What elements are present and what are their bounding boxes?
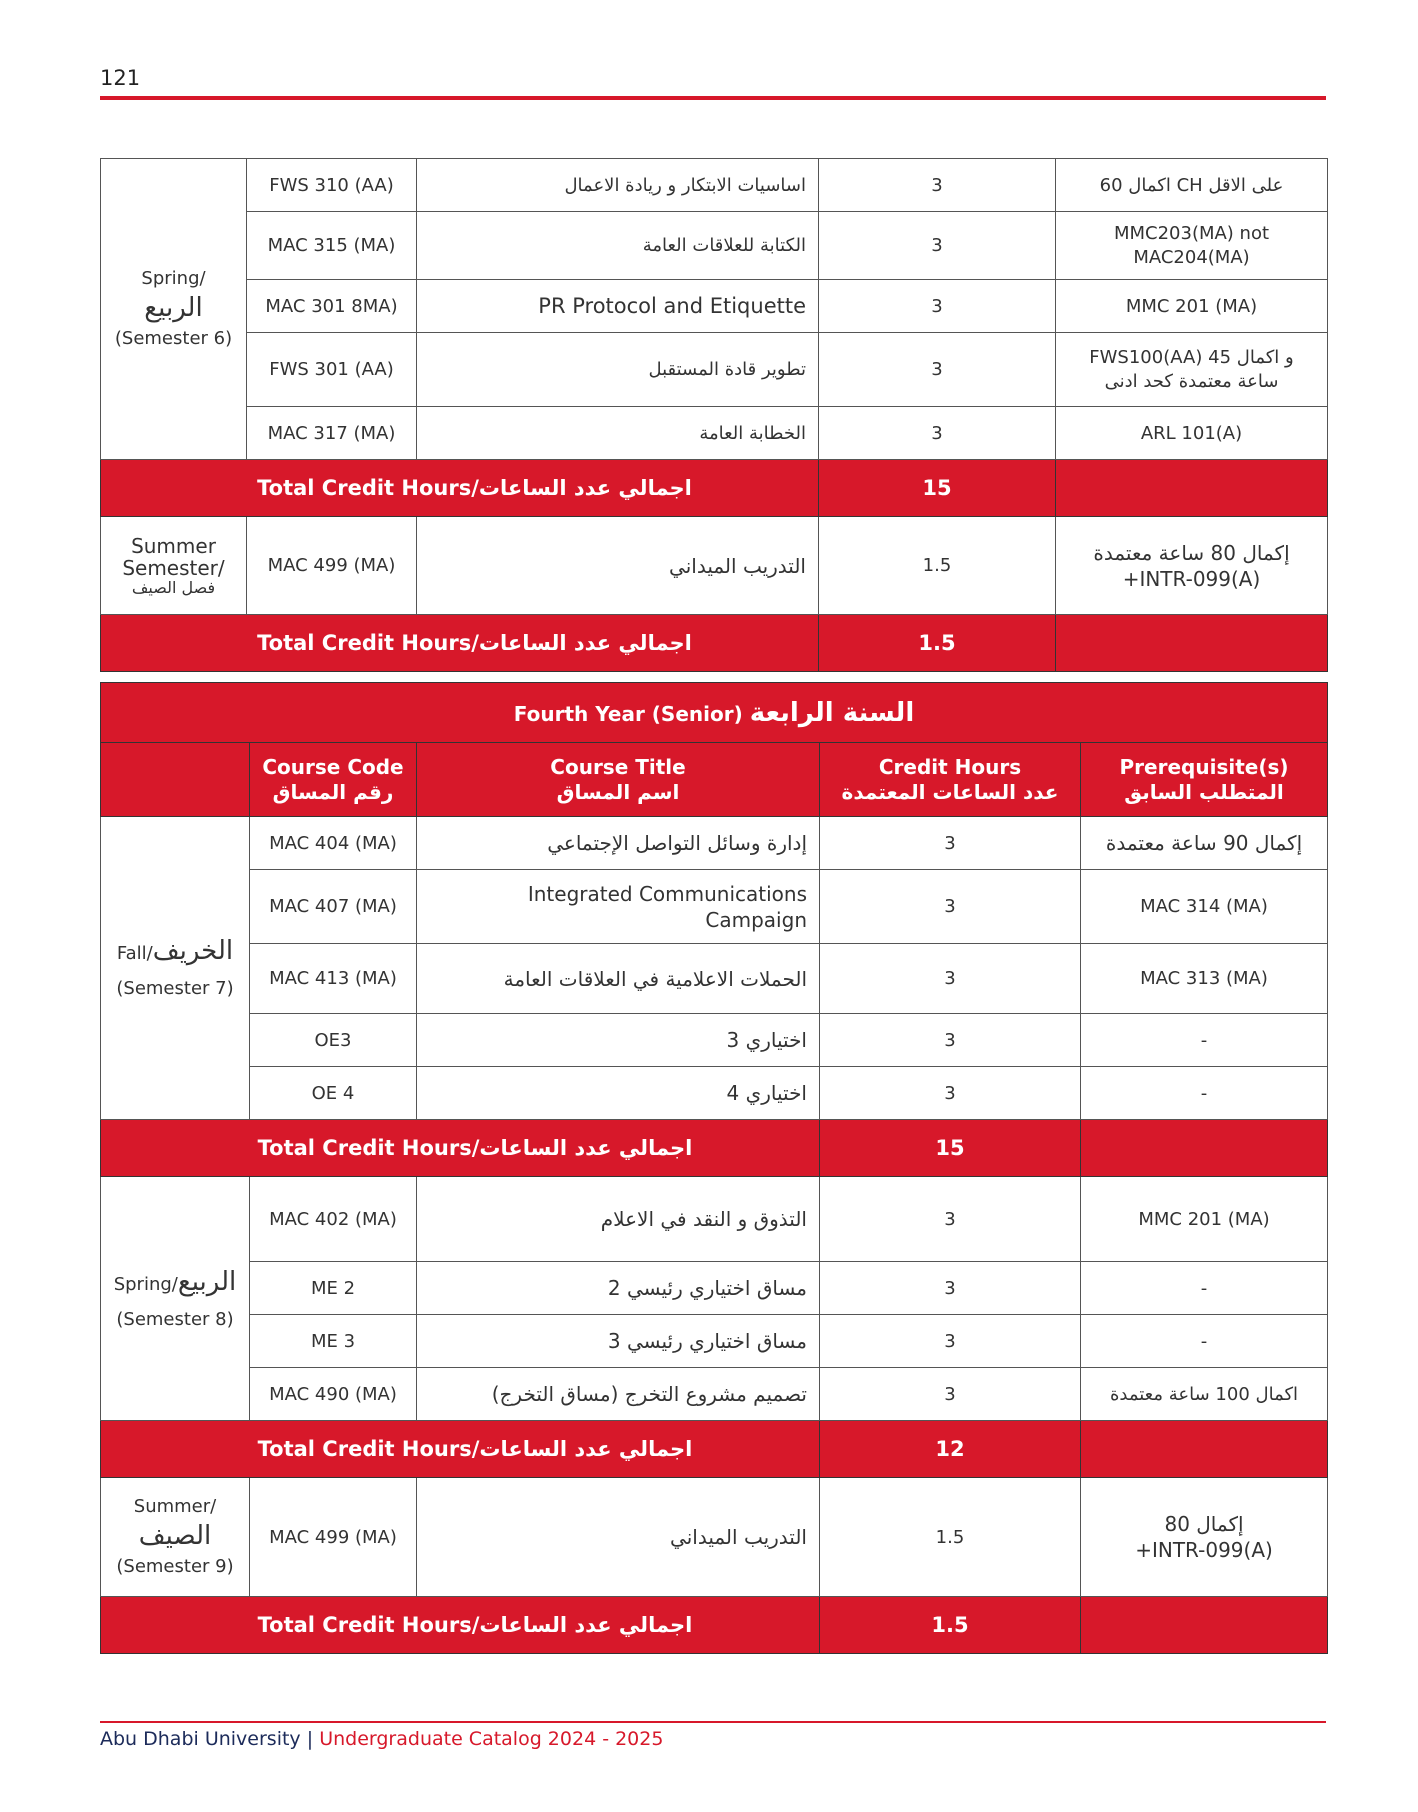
prerequisite: إكمال 90 ساعة معتمدة xyxy=(1081,817,1328,870)
credit-hours: 1.5 xyxy=(820,1478,1081,1597)
credit-hours: 3 xyxy=(820,1262,1081,1315)
prerequisite-line: ساعة معتمدة كحد ادنى xyxy=(1104,370,1279,392)
footer-rule xyxy=(100,1721,1326,1723)
semester-label-en: Fall/ xyxy=(116,943,153,965)
semester-label-ar: الربيع xyxy=(177,1266,237,1297)
prerequisite: - xyxy=(1081,1014,1328,1067)
prerequisite: اكمال 100 ساعة معتمدة xyxy=(1081,1368,1328,1421)
header-label-en: Credit Hours xyxy=(878,754,1022,779)
header-label-en: Course Code xyxy=(262,754,404,779)
prerequisite: على الاقل CH اكمال 60 xyxy=(1056,159,1328,212)
semester-cell-summer xyxy=(101,517,247,615)
total-row xyxy=(101,1597,1328,1654)
prerequisite: - xyxy=(1081,1315,1328,1368)
course-title-line: Integrated Communications xyxy=(527,881,807,906)
footer-university: Abu Dhabi University xyxy=(100,1728,301,1750)
table-row xyxy=(101,817,1328,870)
credit-hours: 3 xyxy=(819,212,1056,280)
table-row xyxy=(101,1067,1328,1120)
course-code: MAC 499 (MA) xyxy=(250,1478,417,1597)
header-label-ar: المتطلب السابق xyxy=(1124,779,1284,804)
prerequisite: - xyxy=(1081,1067,1328,1120)
header-label-en: Course Title xyxy=(550,754,686,779)
semester-number: (Semester 8) xyxy=(116,1308,234,1330)
table-row xyxy=(101,1262,1328,1315)
course-title: مساق اختياري رئيسي 2 xyxy=(417,1262,820,1315)
column-header-row xyxy=(101,743,1328,817)
total-row xyxy=(101,1120,1328,1177)
semester-label-en: Spring/ xyxy=(113,1273,178,1295)
total-label: Total Credit Hours/اجمالي عدد الساعات xyxy=(101,1120,820,1177)
course-code: FWS 301 (AA) xyxy=(247,333,417,407)
semester-cell-spring-8 xyxy=(101,1177,250,1421)
header-semester xyxy=(101,743,250,817)
course-code: OE 4 xyxy=(250,1067,417,1120)
prerequisite-line: MAC204(MA) xyxy=(1133,246,1250,268)
table-row xyxy=(101,1177,1328,1262)
total-row xyxy=(101,615,1328,672)
course-code: MAC 407 (MA) xyxy=(250,870,417,944)
table-row xyxy=(101,1315,1328,1368)
third-year-table xyxy=(100,158,1328,672)
total-label: Total Credit Hours/اجمالي عدد الساعات xyxy=(101,1421,820,1478)
prerequisite-line: +INTR-099(A) xyxy=(1135,1538,1273,1562)
prerequisite: ARL 101(A) xyxy=(1056,407,1328,460)
course-title: اساسيات الابتكار و ريادة الاعمال xyxy=(417,159,819,212)
footer-catalog: Undergraduate Catalog 2024 - 2025 xyxy=(319,1728,664,1750)
credit-hours: 3 xyxy=(820,1067,1081,1120)
course-title: اختياري 3 xyxy=(417,1014,820,1067)
header-label-ar: رقم المساق xyxy=(272,779,394,804)
semester-label-en: Summer/ xyxy=(133,1496,217,1518)
credit-hours: 3 xyxy=(820,944,1081,1014)
course-title: التذوق و النقد في الاعلام xyxy=(417,1177,820,1262)
course-code: MAC 404 (MA) xyxy=(250,817,417,870)
header-label-ar: اسم المساق xyxy=(556,779,680,804)
credit-hours: 3 xyxy=(820,1315,1081,1368)
total-value: 15 xyxy=(819,460,1056,517)
credit-hours: 1.5 xyxy=(819,517,1056,615)
course-title: إدارة وسائل التواصل الإجتماعي xyxy=(417,817,820,870)
course-code: MAC 315 (MA) xyxy=(247,212,417,280)
prerequisite xyxy=(1056,333,1328,407)
total-empty xyxy=(1056,460,1328,517)
semester-cell-summer-9 xyxy=(101,1478,250,1597)
fourth-year-table xyxy=(100,682,1328,1654)
total-label: Total Credit Hours/اجمالي عدد الساعات xyxy=(101,460,819,517)
table-row xyxy=(101,407,1328,460)
header-course-code xyxy=(250,743,417,817)
course-code: OE3 xyxy=(250,1014,417,1067)
course-code: MAC 499 (MA) xyxy=(247,517,417,615)
total-label: Total Credit Hours/اجمالي عدد الساعات xyxy=(101,615,819,672)
footer-separator: | xyxy=(306,1728,314,1750)
total-row xyxy=(101,1421,1328,1478)
course-code: ME 2 xyxy=(250,1262,417,1315)
semester-label-ar: الصيف xyxy=(138,1521,212,1552)
table-row xyxy=(101,159,1328,212)
table-row xyxy=(101,333,1328,407)
credit-hours: 3 xyxy=(820,1368,1081,1421)
header-rule xyxy=(100,96,1326,100)
credit-hours: 3 xyxy=(820,1177,1081,1262)
course-title: مساق اختياري رئيسي 3 xyxy=(417,1315,820,1368)
page-number: 121 xyxy=(100,66,141,90)
prerequisite xyxy=(1056,212,1328,280)
credit-hours: 3 xyxy=(819,407,1056,460)
total-value: 1.5 xyxy=(819,615,1056,672)
course-code: MAC 413 (MA) xyxy=(250,944,417,1014)
course-title: اختياري 4 xyxy=(417,1067,820,1120)
course-code: MAC 317 (MA) xyxy=(247,407,417,460)
total-row xyxy=(101,460,1328,517)
total-value: 12 xyxy=(820,1421,1081,1478)
header-label-ar: عدد الساعات المعتمدة xyxy=(841,779,1059,804)
table-row xyxy=(101,212,1328,280)
prerequisite: MAC 314 (MA) xyxy=(1081,870,1328,944)
total-empty xyxy=(1081,1421,1328,1478)
table-row xyxy=(101,280,1328,333)
year-heading-row xyxy=(101,683,1328,743)
course-title: التدريب الميداني xyxy=(417,1478,820,1597)
prerequisite: MMC 201 (MA) xyxy=(1056,280,1328,333)
course-title xyxy=(417,870,820,944)
semester-label-en: Summer xyxy=(131,533,216,558)
credit-hours: 3 xyxy=(820,817,1081,870)
table-row xyxy=(101,1368,1328,1421)
total-value: 1.5 xyxy=(820,1597,1081,1654)
credit-hours: 3 xyxy=(819,333,1056,407)
semester-label-ar: الربيع xyxy=(144,293,203,324)
table-row xyxy=(101,944,1328,1014)
semester-cell-fall-7 xyxy=(101,817,250,1120)
total-empty xyxy=(1081,1120,1328,1177)
semester-cell-spring-6 xyxy=(101,159,247,460)
table-row xyxy=(101,1014,1328,1067)
credit-hours: 3 xyxy=(820,870,1081,944)
year-heading-en: Fourth Year (Senior) xyxy=(513,701,743,726)
header-credit-hours xyxy=(820,743,1081,817)
footer xyxy=(100,1728,663,1750)
semester-label-en: Semester/ xyxy=(122,555,225,580)
semester-number: (Semester 7) xyxy=(116,978,234,1000)
course-title: الخطابة العامة xyxy=(417,407,819,460)
prerequisite: MAC 313 (MA) xyxy=(1081,944,1328,1014)
prerequisite-line: +INTR-099(A) xyxy=(1122,566,1261,591)
total-label: Total Credit Hours/اجمالي عدد الساعات xyxy=(101,1597,820,1654)
course-title: PR Protocol and Etiquette xyxy=(417,280,819,333)
course-title: تصميم مشروع التخرج (مساق التخرج) xyxy=(417,1368,820,1421)
course-title: تطوير قادة المستقبل xyxy=(417,333,819,407)
year-heading xyxy=(101,683,1328,743)
course-title: التدريب الميداني xyxy=(417,517,819,615)
semester-label-ar: فصل الصيف xyxy=(131,577,216,597)
table-row xyxy=(101,870,1328,944)
semester-label-en: Spring/ xyxy=(141,268,206,290)
total-empty xyxy=(1081,1597,1328,1654)
prerequisite xyxy=(1056,517,1328,615)
prerequisite xyxy=(1081,1478,1328,1597)
prerequisite-line: و اكمال 45 FWS100(AA) xyxy=(1089,347,1294,369)
course-title: الحملات الاعلامية في العلاقات العامة xyxy=(417,944,820,1014)
table-row xyxy=(101,1478,1328,1597)
course-code: MAC 402 (MA) xyxy=(250,1177,417,1262)
total-empty xyxy=(1056,615,1328,672)
course-title-line: Campaign xyxy=(705,907,807,932)
header-course-title xyxy=(417,743,820,817)
credit-hours: 3 xyxy=(819,159,1056,212)
course-code: FWS 310 (AA) xyxy=(247,159,417,212)
table-row xyxy=(101,517,1328,615)
course-code: MAC 490 (MA) xyxy=(250,1368,417,1421)
semester-number: (Semester 6) xyxy=(114,327,233,349)
prerequisite-line: إكمال 80 xyxy=(1164,1512,1244,1536)
credit-hours: 3 xyxy=(820,1014,1081,1067)
total-value: 15 xyxy=(820,1120,1081,1177)
course-title: الكتابة للعلاقات العامة xyxy=(417,212,819,280)
prerequisite: MMC 201 (MA) xyxy=(1081,1177,1328,1262)
prerequisite: - xyxy=(1081,1262,1328,1315)
semester-label-ar: الخريف xyxy=(152,936,234,967)
year-heading-ar: السنة الرابعة xyxy=(749,697,915,728)
credit-hours: 3 xyxy=(819,280,1056,333)
header-prerequisites xyxy=(1081,743,1328,817)
semester-number: (Semester 9) xyxy=(116,1555,234,1577)
course-code: MAC 301 8MA) xyxy=(247,280,417,333)
header-label-en: Prerequisite(s) xyxy=(1119,754,1289,779)
prerequisite-line: إكمال 80 ساعة معتمدة xyxy=(1093,540,1290,565)
prerequisite-line: MMC203(MA) not xyxy=(1113,223,1270,245)
course-code: ME 3 xyxy=(250,1315,417,1368)
